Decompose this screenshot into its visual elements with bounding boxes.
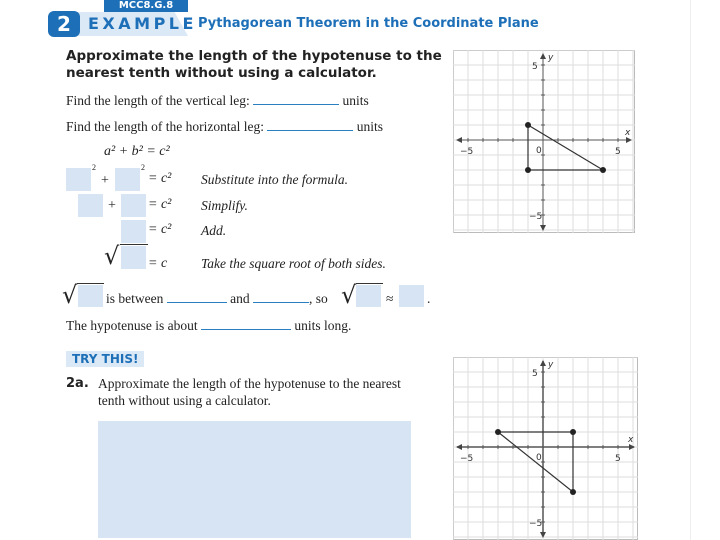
answer-box-g[interactable] bbox=[78, 285, 103, 307]
vertex-point bbox=[495, 429, 501, 435]
y-tick-label: 5 bbox=[532, 62, 538, 72]
radical-bar bbox=[77, 283, 104, 284]
units-long-label: units long. bbox=[294, 318, 352, 333]
x-axis-label: x bbox=[625, 128, 631, 138]
y-axis-label: y bbox=[548, 360, 554, 370]
x-tick-label: −5 bbox=[460, 454, 474, 464]
x-axis-label: x bbox=[628, 435, 634, 445]
standard-tab bbox=[104, 0, 188, 12]
and-label: and bbox=[230, 291, 250, 306]
conclusion-row bbox=[66, 318, 351, 334]
horizontal-leg-row bbox=[66, 119, 383, 135]
answer-box-f[interactable] bbox=[121, 246, 146, 269]
square-root-icon: √ bbox=[104, 242, 120, 270]
approx-sign: ≈ bbox=[386, 291, 394, 306]
page-title: Pythagorean Theorem in the Coordinate Plane bbox=[198, 16, 539, 31]
vertex-point bbox=[525, 122, 531, 128]
step-2-note: Simplify. bbox=[201, 198, 248, 213]
between-label: is between bbox=[106, 291, 164, 306]
standard-code: MCC8.G.8 bbox=[118, 0, 174, 11]
so-label: , so bbox=[308, 291, 328, 306]
hypotenuse-blank[interactable] bbox=[201, 329, 291, 330]
step-1-eq: = c² bbox=[148, 171, 172, 186]
answer-box-d[interactable] bbox=[121, 194, 146, 217]
x-tick-label: 5 bbox=[615, 147, 621, 157]
answer-box-c[interactable] bbox=[78, 194, 103, 217]
y-axis-label: y bbox=[548, 53, 554, 63]
answer-box-h[interactable] bbox=[356, 285, 381, 307]
units-label: units bbox=[342, 93, 369, 108]
upper-bound-blank[interactable] bbox=[253, 302, 309, 303]
lower-bound-blank[interactable] bbox=[167, 302, 227, 303]
origin-label: 0 bbox=[536, 146, 542, 156]
formula: a² + b² = c² bbox=[104, 144, 170, 159]
coordinate-graph-2 bbox=[453, 357, 638, 540]
step-2-eq: = c² bbox=[148, 197, 172, 212]
between-row bbox=[106, 291, 328, 307]
square-root-icon: √ bbox=[341, 281, 357, 309]
y-tick-label: 5 bbox=[532, 369, 538, 379]
period: . bbox=[427, 291, 431, 306]
x-tick-label: −5 bbox=[460, 147, 474, 157]
graph-border bbox=[454, 358, 638, 540]
horizontal-leg-blank[interactable] bbox=[267, 130, 353, 131]
prompt-line-2: nearest tenth without using a calculator. bbox=[66, 65, 377, 81]
prompt-line-1: Approximate the length of the hypotenuse to the bbox=[66, 48, 442, 64]
square-root-icon: √ bbox=[62, 281, 78, 309]
answer-box-e[interactable] bbox=[121, 220, 146, 243]
units-label: units bbox=[356, 119, 383, 134]
x-tick-label: 5 bbox=[615, 454, 621, 464]
vertical-leg-row bbox=[66, 93, 369, 109]
answer-box-b[interactable] bbox=[115, 168, 140, 191]
step-3-eq: = c² bbox=[148, 222, 172, 237]
vertical-leg-label: Find the length of the vertical leg: bbox=[66, 93, 250, 108]
vertical-leg-blank[interactable] bbox=[253, 104, 339, 105]
graph-border bbox=[454, 51, 635, 233]
step-3-note: Add. bbox=[201, 223, 227, 238]
example-label: EXAMPLE bbox=[88, 14, 197, 33]
answer-area[interactable] bbox=[98, 421, 411, 538]
horizontal-leg-label: Find the length of the horizontal leg: bbox=[66, 119, 264, 134]
step-1-note: Substitute into the formula. bbox=[201, 172, 348, 187]
origin-label: 0 bbox=[536, 453, 542, 463]
exponent: 2 bbox=[92, 163, 96, 172]
step-4-eq: = c bbox=[148, 256, 168, 271]
plus-sign: + bbox=[101, 173, 109, 188]
answer-box-i[interactable] bbox=[399, 285, 424, 307]
vertex-point bbox=[570, 429, 576, 435]
radical-bar bbox=[356, 283, 383, 284]
vertex-point bbox=[570, 489, 576, 495]
exponent: 2 bbox=[141, 163, 145, 172]
try-line-2: tenth without using a calculator. bbox=[98, 393, 271, 408]
coordinate-graph-1 bbox=[453, 50, 635, 233]
y-tick-label: −5 bbox=[529, 212, 543, 222]
radical-bar bbox=[120, 244, 148, 245]
try-this-badge: TRY THIS! bbox=[66, 351, 144, 367]
problem-number: 2a. bbox=[66, 376, 89, 391]
step-4-note: Take the square root of both sides. bbox=[201, 256, 386, 271]
conclusion-label: The hypotenuse is about bbox=[66, 318, 198, 333]
answer-box-a[interactable] bbox=[66, 168, 91, 191]
vertex-point bbox=[600, 167, 606, 173]
plus-sign: + bbox=[108, 198, 116, 213]
y-tick-label: −5 bbox=[529, 519, 543, 529]
page-edge bbox=[690, 0, 691, 540]
vertex-point bbox=[525, 167, 531, 173]
example-number: 2 bbox=[48, 11, 80, 37]
try-line-1: Approximate the length of the hypotenuse to the nearest bbox=[98, 376, 401, 391]
